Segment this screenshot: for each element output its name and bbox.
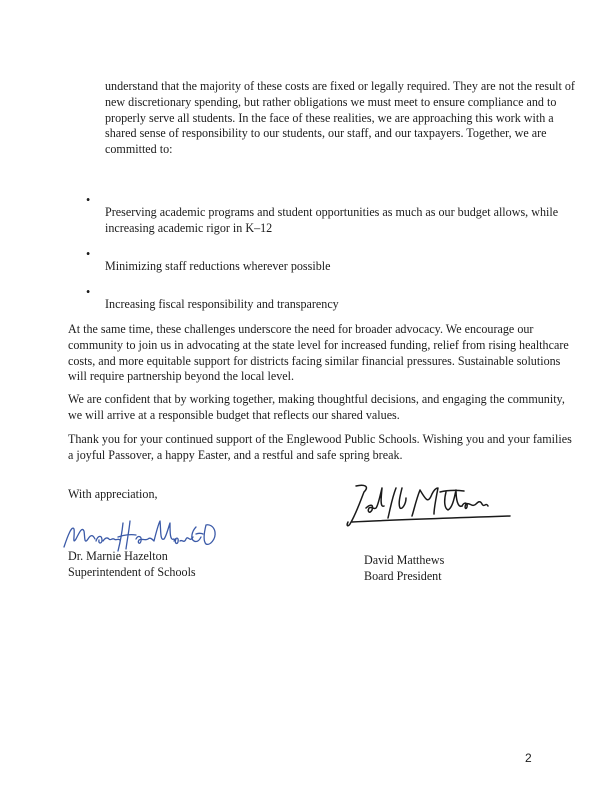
bullet-marker: • [86,193,91,207]
thanks-paragraph: Thank you for your continued support of the Englewood Public Schools. Wishing you and your families a joyful Passover, a happy Easter, and a restful and safe spring break. [68,432,572,462]
bullet-item-staff: Minimizing staff reductions wherever possible [105,259,331,274]
bullet-marker: • [86,285,91,299]
board-president-title: Board President [364,569,442,584]
board-president-signature [340,482,516,530]
superintendent-title: Superintendent of Schools [68,565,196,580]
bullet-item-fiscal: Increasing fiscal responsibility and transparency [105,297,339,312]
board-president-name: David Matthews [364,553,445,568]
bullet-marker: • [86,247,91,261]
superintendent-name: Dr. Marnie Hazelton [68,549,168,564]
closing-salutation: With appreciation, [68,487,158,501]
bullet-item-academic: Preserving academic programs and student opportunities as much as our budget allows, while increasing academic rigor in K–12 [105,205,559,235]
advocacy-paragraph: At the same time, these challenges underscore the need for broader advocacy. We encourage our community to join us in advocating at the state level for increased funding, relief from rising healthcare costs, and more equitable support for districts facing similar financial pressures. Sustainable solutions will require partnership beyond the local level. [68,322,569,384]
confidence-paragraph: We are confident that by working together, making thoughtful decisions, and engaging the community, we will arrive at a responsible budget that reflects our shared values. [68,392,565,422]
intro-paragraph: understand that the majority of these costs are fixed or legally required. They are not the result of new discretionary spending, but rather obligations we must meet to ensure compliance and to properly serve all students. In the face of these realities, we are approaching this work with a shared sense of responsibility to our students, our staff, and our taxpayers. Together, we are committed to: [105,79,575,157]
page-number: 2 [525,751,532,765]
